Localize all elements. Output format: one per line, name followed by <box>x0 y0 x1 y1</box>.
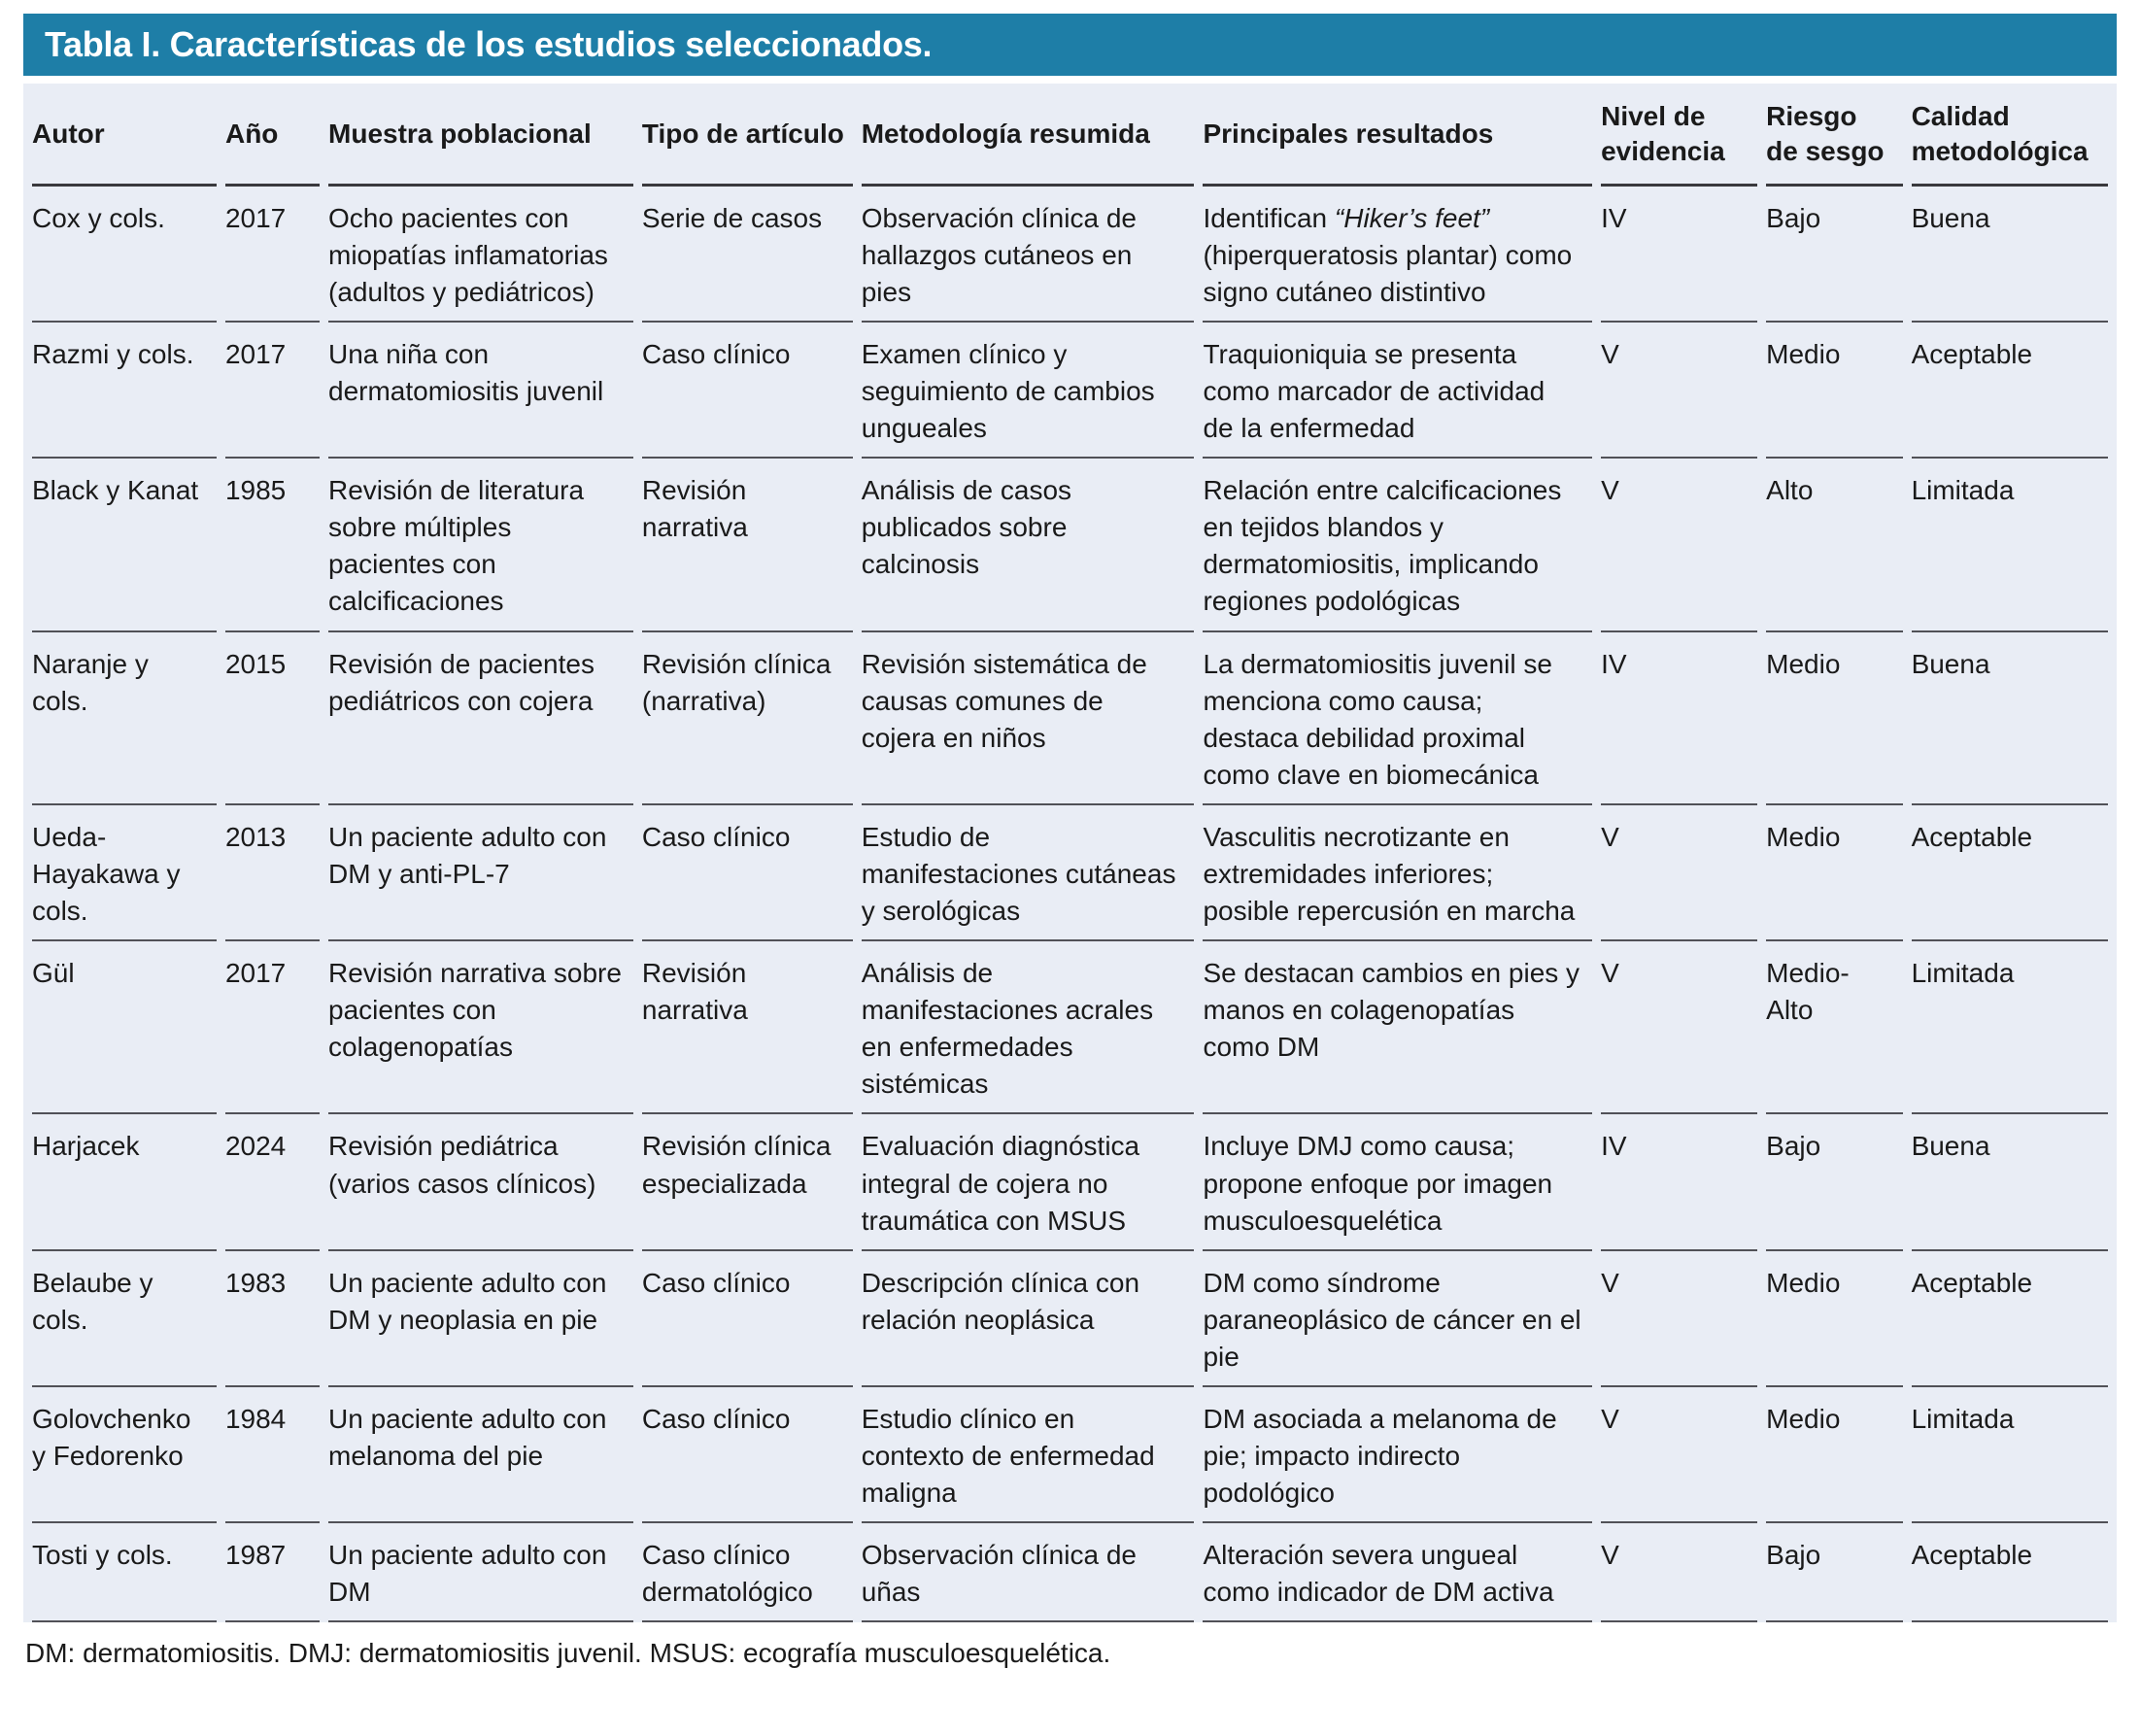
cell-riesgo-sesgo: Medio <box>1766 805 1902 941</box>
column-header-ano: Año <box>225 84 320 187</box>
cell-autor: Golovchenko y Fedorenko <box>32 1387 217 1523</box>
cell-muestra-poblacional: Revisión pediátrica (varios casos clínicos) <box>328 1114 633 1250</box>
table-row <box>32 187 2108 323</box>
cell-tipo-articulo: Caso clínico dermatológico <box>642 1523 853 1622</box>
cell-metodologia-resumida: Análisis de casos publicados sobre calcinosis <box>862 459 1195 631</box>
cell-nivel-evidencia: V <box>1601 941 1757 1114</box>
italic-text-segment: “Hiker’s feet” <box>1334 202 1490 233</box>
column-header-autor: Autor <box>32 84 217 187</box>
cell-muestra-poblacional: Un paciente adulto con DM y neoplasia en pie <box>328 1251 633 1387</box>
cell-ano: 1987 <box>225 1523 320 1622</box>
cell-riesgo-sesgo: Medio <box>1766 632 1902 805</box>
cell-autor: Tosti y cols. <box>32 1523 217 1622</box>
cell-metodologia-resumida: Estudio de manifestaciones cutáneas y serológicas <box>862 805 1195 941</box>
table-row <box>32 805 2108 941</box>
cell-ano: 2017 <box>225 187 320 323</box>
cell-tipo-articulo: Serie de casos <box>642 187 853 323</box>
cell-tipo-articulo: Caso clínico <box>642 805 853 941</box>
cell-metodologia-resumida: Evaluación diagnóstica integral de cojera no traumática con MSUS <box>862 1114 1195 1250</box>
cell-calidad-metodologica: Limitada <box>1912 941 2108 1114</box>
cell-ano: 2017 <box>225 941 320 1114</box>
cell-calidad-metodologica: Limitada <box>1912 459 2108 631</box>
cell-riesgo-sesgo: Bajo <box>1766 1114 1902 1250</box>
cell-riesgo-sesgo: Bajo <box>1766 187 1902 323</box>
cell-principales-resultados: DM como síndrome paraneoplásico de cáncer en el pie <box>1203 1251 1592 1387</box>
column-header-tipo-articulo: Tipo de artículo <box>642 84 853 187</box>
cell-nivel-evidencia: V <box>1601 323 1757 459</box>
cell-muestra-poblacional: Un paciente adulto con DM y anti-PL-7 <box>328 805 633 941</box>
table-row <box>32 1114 2108 1250</box>
cell-principales-resultados: Se destacan cambios en pies y manos en colagenopatías como DM <box>1203 941 1592 1114</box>
column-header-principales-resultados: Principales resultados <box>1203 84 1592 187</box>
cell-muestra-poblacional: Ocho pacientes con miopatías inflamatorias (adultos y pediátricos) <box>328 187 633 323</box>
cell-calidad-metodologica: Buena <box>1912 187 2108 323</box>
cell-calidad-metodologica: Aceptable <box>1912 323 2108 459</box>
cell-metodologia-resumida: Revisión sistemática de causas comunes de cojera en niños <box>862 632 1195 805</box>
cell-nivel-evidencia: IV <box>1601 632 1757 805</box>
cell-nivel-evidencia: IV <box>1601 187 1757 323</box>
cell-muestra-poblacional: Revisión de literatura sobre múltiples pacientes con calcificaciones <box>328 459 633 631</box>
cell-tipo-articulo: Revisión clínica especializada <box>642 1114 853 1250</box>
table-body <box>32 187 2108 1623</box>
column-header-metodologia-resumida: Metodología resumida <box>862 84 1195 187</box>
cell-tipo-articulo: Caso clínico <box>642 1387 853 1523</box>
cell-ano: 1983 <box>225 1251 320 1387</box>
abbreviations-footnote: DM: dermatomiositis. DMJ: dermatomiositis juvenil. MSUS: ecografía musculoesquelética. <box>25 1638 1111 1669</box>
cell-autor: Cox y cols. <box>32 187 217 323</box>
cell-riesgo-sesgo: Medio <box>1766 1251 1902 1387</box>
cell-principales-resultados: Relación entre calcificaciones en tejidos blandos y dermatomiositis, implicando regiones podológicas <box>1203 459 1592 631</box>
table-title: Tabla I. Características de los estudios seleccionados. <box>45 24 933 64</box>
cell-tipo-articulo: Revisión clínica (narrativa) <box>642 632 853 805</box>
cell-calidad-metodologica: Aceptable <box>1912 805 2108 941</box>
cell-metodologia-resumida: Análisis de manifestaciones acrales en enfermedades sistémicas <box>862 941 1195 1114</box>
cell-muestra-poblacional: Un paciente adulto con DM <box>328 1523 633 1622</box>
cell-nivel-evidencia: V <box>1601 1523 1757 1622</box>
cell-autor: Gül <box>32 941 217 1114</box>
table-title-bar <box>23 14 2117 76</box>
cell-riesgo-sesgo: Medio <box>1766 1387 1902 1523</box>
cell-nivel-evidencia: IV <box>1601 1114 1757 1250</box>
cell-ano: 2024 <box>225 1114 320 1250</box>
cell-calidad-metodologica: Aceptable <box>1912 1523 2108 1622</box>
cell-tipo-articulo: Caso clínico <box>642 323 853 459</box>
cell-calidad-metodologica: Buena <box>1912 632 2108 805</box>
table-row <box>32 459 2108 631</box>
column-header-muestra-poblacional: Muestra poblacional <box>328 84 633 187</box>
cell-tipo-articulo: Caso clínico <box>642 1251 853 1387</box>
cell-autor: Razmi y cols. <box>32 323 217 459</box>
cell-autor: Black y Kanat <box>32 459 217 631</box>
cell-ano: 2013 <box>225 805 320 941</box>
header-row <box>32 84 2108 187</box>
cell-metodologia-resumida: Observación clínica de hallazgos cutáneos en pies <box>862 187 1195 323</box>
text-segment: (hiperqueratosis plantar) como signo cutáneo distintivo <box>1203 239 1573 307</box>
cell-nivel-evidencia: V <box>1601 459 1757 631</box>
cell-calidad-metodologica: Aceptable <box>1912 1251 2108 1387</box>
table-row <box>32 941 2108 1114</box>
cell-principales-resultados: Incluye DMJ como causa; propone enfoque por imagen musculoesquelética <box>1203 1114 1592 1250</box>
cell-ano: 1985 <box>225 459 320 631</box>
cell-riesgo-sesgo: Medio <box>1766 323 1902 459</box>
column-header-nivel-evidencia: Nivel de evidencia <box>1601 84 1757 187</box>
cell-principales-resultados <box>1203 187 1592 323</box>
table-header <box>32 84 2108 187</box>
cell-metodologia-resumida: Examen clínico y seguimiento de cambios ungueales <box>862 323 1195 459</box>
cell-nivel-evidencia: V <box>1601 1251 1757 1387</box>
text-segment: Identifican <box>1203 202 1335 233</box>
cell-autor: Belaube y cols. <box>32 1251 217 1387</box>
cell-principales-resultados: DM asociada a melanoma de pie; impacto indirecto podológico <box>1203 1387 1592 1523</box>
table-row <box>32 632 2108 805</box>
cell-principales-resultados: La dermatomiositis juvenil se menciona como causa; destaca debilidad proximal como clave en biomecánica <box>1203 632 1592 805</box>
table-row <box>32 323 2108 459</box>
cell-riesgo-sesgo: Alto <box>1766 459 1902 631</box>
table-row <box>32 1387 2108 1523</box>
cell-nivel-evidencia: V <box>1601 805 1757 941</box>
cell-nivel-evidencia: V <box>1601 1387 1757 1523</box>
cell-principales-resultados: Alteración severa ungueal como indicador de DM activa <box>1203 1523 1592 1622</box>
studies-table <box>23 84 2117 1622</box>
cell-tipo-articulo: Revisión narrativa <box>642 459 853 631</box>
cell-metodologia-resumida: Estudio clínico en contexto de enfermedad maligna <box>862 1387 1195 1523</box>
table-row <box>32 1523 2108 1622</box>
table-row <box>32 1251 2108 1387</box>
cell-autor: Naranje y cols. <box>32 632 217 805</box>
column-header-calidad-metodologica: Calidad metodológica <box>1912 84 2108 187</box>
cell-autor: Ueda-Hayakawa y cols. <box>32 805 217 941</box>
cell-calidad-metodologica: Buena <box>1912 1114 2108 1250</box>
cell-riesgo-sesgo: Medio-Alto <box>1766 941 1902 1114</box>
cell-principales-resultados: Traquioniquia se presenta como marcador de actividad de la enfermedad <box>1203 323 1592 459</box>
column-header-riesgo-sesgo: Riesgo de sesgo <box>1766 84 1902 187</box>
cell-tipo-articulo: Revisión narrativa <box>642 941 853 1114</box>
cell-ano: 2017 <box>225 323 320 459</box>
cell-metodologia-resumida: Observación clínica de uñas <box>862 1523 1195 1622</box>
cell-muestra-poblacional: Revisión narrativa sobre pacientes con colagenopatías <box>328 941 633 1114</box>
cell-ano: 1984 <box>225 1387 320 1523</box>
cell-ano: 2015 <box>225 632 320 805</box>
cell-muestra-poblacional: Un paciente adulto con melanoma del pie <box>328 1387 633 1523</box>
cell-metodologia-resumida: Descripción clínica con relación neoplásica <box>862 1251 1195 1387</box>
cell-riesgo-sesgo: Bajo <box>1766 1523 1902 1622</box>
cell-principales-resultados: Vasculitis necrotizante en extremidades inferiores; posible repercusión en marcha <box>1203 805 1592 941</box>
cell-autor: Harjacek <box>32 1114 217 1250</box>
cell-muestra-poblacional: Revisión de pacientes pediátricos con cojera <box>328 632 633 805</box>
cell-muestra-poblacional: Una niña con dermatomiositis juvenil <box>328 323 633 459</box>
cell-calidad-metodologica: Limitada <box>1912 1387 2108 1523</box>
